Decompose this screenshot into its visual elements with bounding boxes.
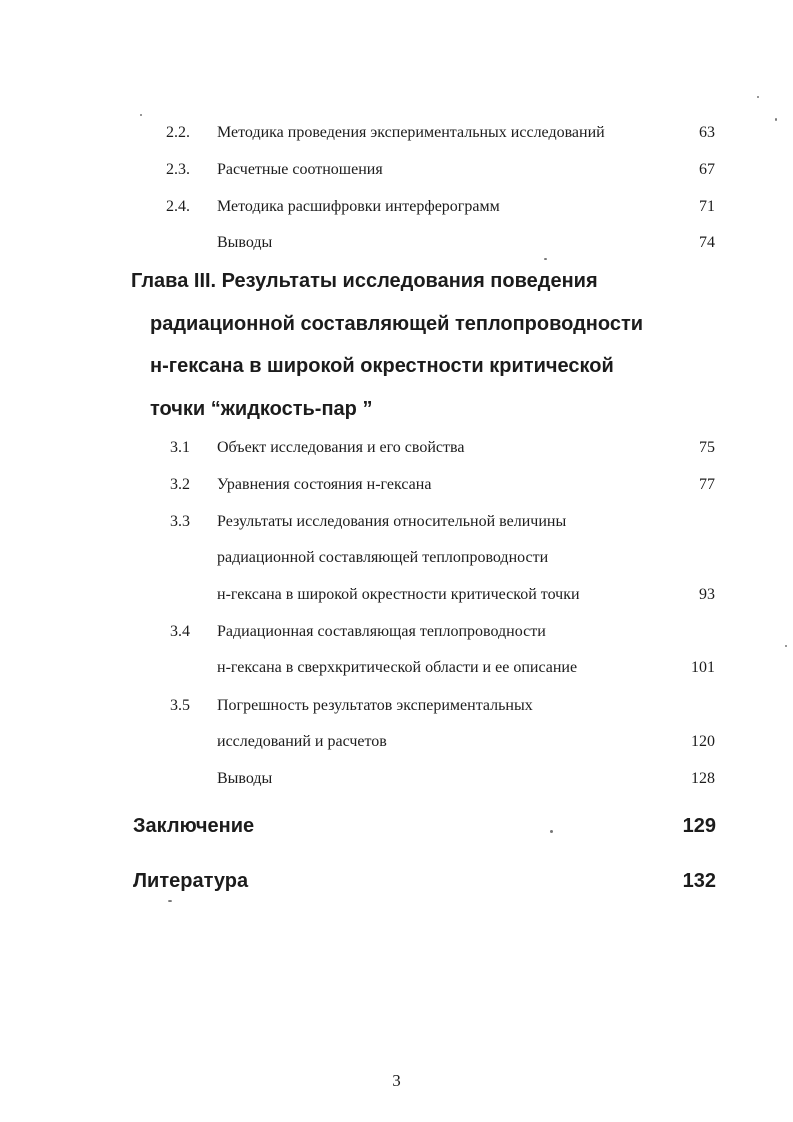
scan-speck — [785, 645, 787, 647]
toc-entry-page: 132 — [682, 870, 716, 892]
scan-speck — [544, 258, 547, 260]
chapter-heading-line: Глава III. Результаты исследования поведения — [131, 270, 598, 292]
section-number: 2.2. — [166, 124, 190, 141]
toc-entry-title: Литература — [133, 870, 249, 892]
section-number: 2.4. — [166, 198, 190, 215]
section-page: 93 — [699, 586, 715, 603]
section-title: Выводы — [217, 770, 273, 787]
chapter-heading-line: н-гексана в широкой окрестности критической — [150, 355, 614, 377]
section-title: Результаты исследования относительной величины — [217, 513, 567, 530]
section-title-cont: радиационной составляющей теплопроводности — [217, 549, 549, 566]
scan-speck — [168, 900, 172, 902]
scan-speck — [775, 118, 777, 121]
section-title: Радиационная составляющая теплопроводности — [217, 623, 546, 640]
section-title: Выводы — [217, 234, 273, 251]
section-title-cont: исследований и расчетов — [217, 733, 387, 750]
section-page: 67 — [699, 161, 715, 178]
section-number: 3.3 — [170, 513, 190, 530]
section-number: 3.2 — [170, 476, 190, 493]
section-title-cont: н-гексана в широкой окрестности критической точки — [217, 586, 580, 603]
section-title-cont: н-гексана в сверхкритической области и ее описание — [217, 659, 578, 676]
chapter-heading-line: радиационной составляющей теплопроводности — [150, 313, 644, 335]
toc-entry-page: 129 — [682, 815, 716, 837]
scan-speck — [757, 96, 759, 98]
section-title: Расчетные соотношения — [217, 161, 383, 178]
section-page: 63 — [699, 124, 715, 141]
section-page: 71 — [699, 198, 715, 215]
section-page: 120 — [691, 733, 715, 750]
section-number: 3.5 — [170, 697, 190, 714]
scan-speck — [140, 114, 142, 116]
chapter-heading-line: точки “жидкость-пар ” — [150, 398, 373, 420]
section-title: Уравнения состояния н-гексана — [217, 476, 432, 493]
section-title: Погрешность результатов экспериментальных — [217, 697, 533, 714]
section-number: 2.3. — [166, 161, 190, 178]
page-number: 3 — [392, 1071, 401, 1090]
section-title: Объект исследования и его свойства — [217, 439, 465, 456]
section-number: 3.1 — [170, 439, 190, 456]
section-page: 74 — [699, 234, 715, 251]
section-page: 128 — [691, 770, 715, 787]
section-title: Методика проведения экспериментальных исследований — [217, 124, 605, 141]
section-number: 3.4 — [170, 623, 190, 640]
section-title: Методика расшифровки интерферограмм — [217, 198, 500, 215]
scan-speck — [550, 830, 553, 833]
section-page: 77 — [699, 476, 715, 493]
section-page: 101 — [691, 659, 715, 676]
section-page: 75 — [699, 439, 715, 456]
toc-entry-title: Заключение — [133, 815, 255, 837]
